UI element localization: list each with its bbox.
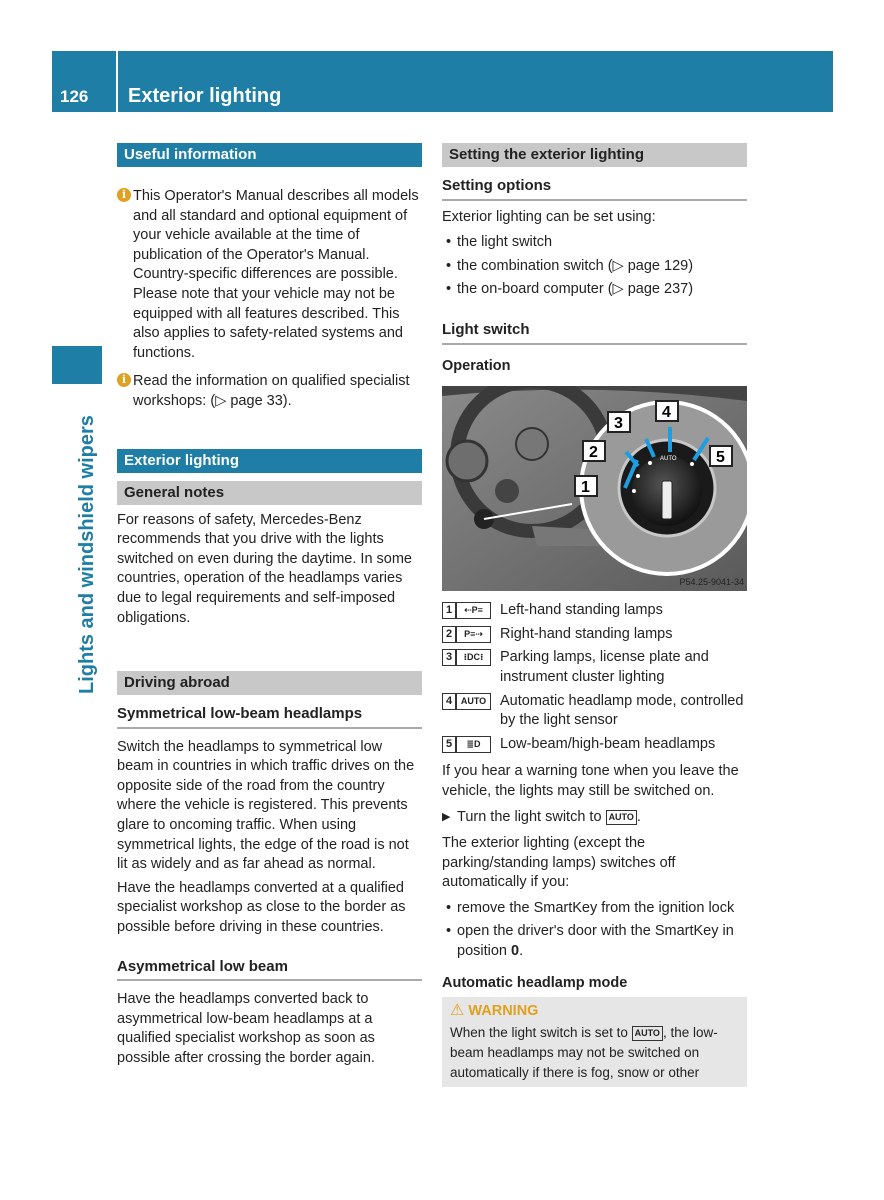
right-column [442, 143, 747, 1087]
info-icon: i [117, 188, 131, 202]
driving-abroad-heading: Driving abroad [117, 671, 422, 695]
option-item: • the on-board computer (▷ page 237) [442, 280, 747, 300]
arrow-right-icon: ▶ [442, 810, 451, 823]
light-switch-illustration [442, 386, 747, 591]
standing-lamp-left-icon: ⇠P≡ [456, 602, 491, 619]
general-notes-text: For reasons of safety, Mercedes-Benz recommends that you drive with the lights switched on even during the daytime. In some countries, operation of the headlamps varies due to legal requirements and self-imposed obligations. [117, 511, 412, 626]
callout-5: 5 [716, 449, 725, 467]
parking-lamp-icon: ⁝DC⁝ [456, 649, 491, 666]
standing-lamp-right-icon: P≡⇢ [456, 626, 491, 643]
legend-item-5: 5 ≣D Low-beam/high-beam headlamps [442, 735, 747, 755]
side-tab [52, 384, 102, 694]
side-tab-block [52, 346, 102, 384]
exterior-lighting-heading: Exterior lighting [117, 449, 422, 473]
asymmetrical-text: Have the headlamps converted back to asymmetrical low-beam headlamps at a qualified specialist workshop as soon as possible after crossing the border again. [117, 991, 375, 1066]
auto-icon: AUTO [606, 810, 637, 825]
warning-triangle-icon: ⚠ [450, 1002, 465, 1020]
position-value: 0 [511, 943, 520, 960]
page-title: Exterior lighting [128, 85, 282, 107]
instruction-step: ▶ Turn the light switch to AUTO . [442, 808, 747, 828]
operation-heading: Operation [442, 357, 511, 374]
warning-box: ⚠ WARNING When the light switch is set to AUTO , the low-beam headlamps may not be switched on automatically if there is fog, snow or other [442, 997, 747, 1087]
auto-off-intro: The exterior lighting (except the parking/standing lamps) switches off automatically if you: [442, 835, 676, 891]
callout-3: 3 [614, 415, 623, 433]
page-number: 126 [60, 87, 89, 106]
symmetrical-text-2: Have the headlamps converted at a qualified specialist workshop as close to the border as possible before driving in these countries. [117, 879, 406, 936]
light-switch-heading: Light switch [442, 320, 747, 345]
auto-icon: AUTO [632, 1026, 663, 1041]
legend-item-1: 1 ⇠P≡ Left-hand standing lamps [442, 601, 747, 621]
info-icon: i [117, 373, 131, 387]
legend-list [442, 601, 747, 754]
setting-heading: Setting the exterior lighting [442, 143, 747, 167]
warning-title: ⚠ WARNING [450, 1002, 539, 1020]
useful-info-heading: Useful information [117, 143, 422, 167]
symmetrical-heading: Symmetrical low-beam headlamps [117, 704, 422, 729]
auto-off-item: • remove the SmartKey from the ignition lock [442, 899, 747, 919]
info-note-1: i This Operator's Manual describes all models and all standard and optional equipment of your vehicle available at the time of publication of the Operator's Manual. Country-specific differences are possible. Please note that your vehicle may not be equipped with all features described. This also applies to safety-related systems and functions. [117, 187, 422, 363]
setting-options-heading: Setting options [442, 176, 747, 201]
page-header [52, 51, 833, 112]
warning-tone-text: If you hear a warning tone when you leave the vehicle, the lights may still be switched on. [442, 763, 739, 799]
auto-off-item: • open the driver's door with the SmartKey in position 0. [442, 922, 747, 961]
left-column [117, 143, 422, 1069]
options-intro: Exterior lighting can be set using: [442, 208, 656, 225]
legend-item-3: 3 ⁝DC⁝ Parking lamps, license plate and instrument cluster lighting [442, 648, 747, 687]
image-code: P54.25-9041-34 [679, 577, 744, 588]
callout-4: 4 [662, 404, 671, 422]
general-notes-heading: General notes [117, 481, 422, 505]
symmetrical-text: Switch the headlamps to symmetrical low beam in countries in which traffic drives on the opposite side of the road from the country where the vehicle is registered. This prevents glare to oncoming traffic. When using symmetrical lights, the edge of the road is not lit as widely and as far ahead as normal. [117, 738, 415, 873]
dial-auto-label: AUTO [660, 456, 677, 463]
side-tab-label: Lights and windshield wipers [76, 415, 98, 694]
info-note-2: i Read the information on qualified specialist workshops: (▷ page 33). [117, 372, 422, 411]
option-item: • the combination switch (▷ page 129) [442, 257, 747, 277]
auto-icon: AUTO [456, 693, 491, 710]
low-beam-icon: ≣D [456, 736, 491, 753]
callout-1: 1 [581, 479, 590, 497]
auto-mode-heading: Automatic headlamp mode [442, 974, 628, 991]
legend-item-2: 2 P≡⇢ Right-hand standing lamps [442, 625, 747, 645]
callout-2: 2 [589, 444, 598, 462]
asymmetrical-heading: Asymmetrical low beam [117, 957, 422, 982]
legend-item-4: 4 AUTO Automatic headlamp mode, controlled by the light sensor [442, 692, 747, 731]
header-divider [116, 51, 118, 112]
option-item: • the light switch [442, 233, 747, 253]
